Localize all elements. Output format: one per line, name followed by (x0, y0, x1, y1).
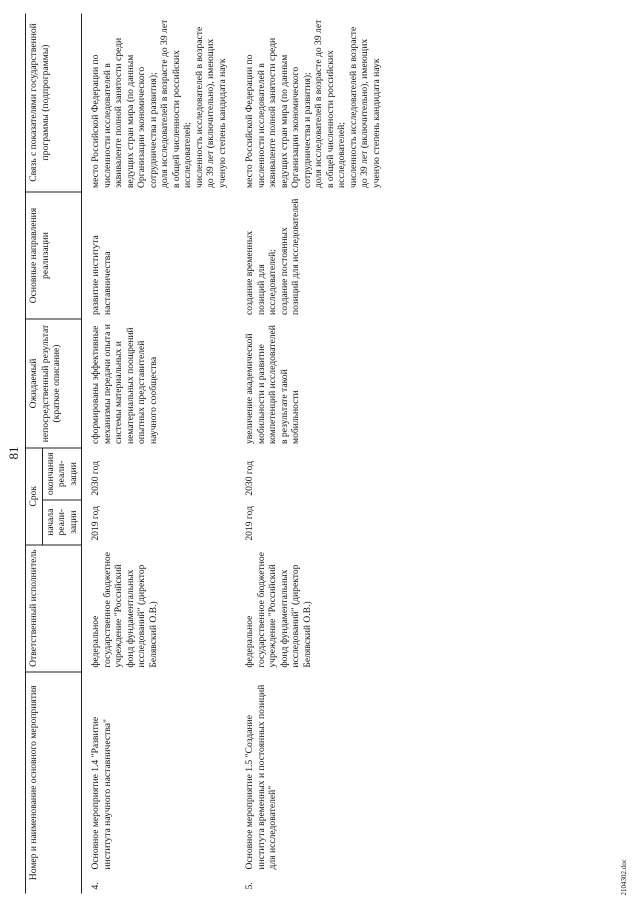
header-period-start: начала реали-зации (42, 499, 82, 544)
period-end: 2030 год (90, 460, 101, 496)
header-link: Связь с показателями государственной программы (подпрограммы) (26, 13, 82, 192)
expected-result: увеличение академической мобильности и развитие компетенций исследователей в результате такой мобильности (244, 324, 301, 444)
responsible-executor: федеральное государственное бюджетное учреждение "Российский фонд фундаментальных исследований" (директор Белявский О.В.) (244, 551, 313, 668)
header-responsible: Ответственный исполнитель (26, 544, 82, 671)
header-result: Ожидаемый непосредственный результат (краткое описание) (26, 319, 82, 448)
header-directions: Основные направления реализации (26, 192, 82, 319)
period-end: 2030 год (244, 460, 255, 496)
document-file-code: 2104302.doc (620, 858, 628, 895)
header-period-end: окончания реали-зации (42, 448, 82, 500)
page-number: 81 (6, 446, 21, 459)
row-number: 5. (244, 881, 255, 889)
implementation-directions: развитие института наставничества (90, 234, 113, 315)
row-number: 4. (90, 881, 101, 889)
table-header-row (26, 13, 43, 893)
implementation-directions: создание временных позиций для исследователей; создание постоянных позиций для исследователей (244, 198, 301, 315)
measure-name: Основное мероприятие 1.4 "Развитие института научного наставничества" (90, 716, 113, 869)
period-start: 2019 год (90, 505, 101, 541)
header-number-name: Номер и наименование основного мероприятия (26, 671, 82, 893)
table-row (82, 13, 237, 893)
measures-table (25, 13, 390, 893)
table-row (236, 13, 390, 893)
expected-result: сформированы эффективные механизмы передачи опыта и системы материальных и нематериальных поощрений опытных представителей научного сообщества (90, 323, 159, 444)
period-start: 2019 год (244, 505, 255, 541)
header-period: Срок (26, 448, 43, 545)
responsible-executor: федеральное государственное бюджетное учреждение "Российский фонд фундаментальных исследований" (директор Белявский О.В.) (90, 551, 159, 668)
program-indicators-link: место Российской Федерации по численности исследователей в эквиваленте полной занятости среди ведущих стран мира (по данным Организации экономического сотрудничества и развития); доля исследователей в возрасте до 39 лет в общей численности российских исследователей; численность исследователей в возрасте до 39 лет (включительно), имеющих ученую степень кандидата наук (244, 19, 382, 188)
measure-name: Основное мероприятие 1.5 "Создание института временных и постоянных позиций для исследователей" (244, 684, 278, 869)
program-indicators-link: место Российской Федерации по численности исследователей в эквиваленте полной занятости среди ведущих стран мира (по данным Организации экономического сотрудничества и развития); доля исследователей в возрасте до 39 лет в общей численности российских исследователей; численность исследователей в возрасте до 39 лет (включительно), имеющих ученую степень кандидата наук (90, 19, 228, 188)
